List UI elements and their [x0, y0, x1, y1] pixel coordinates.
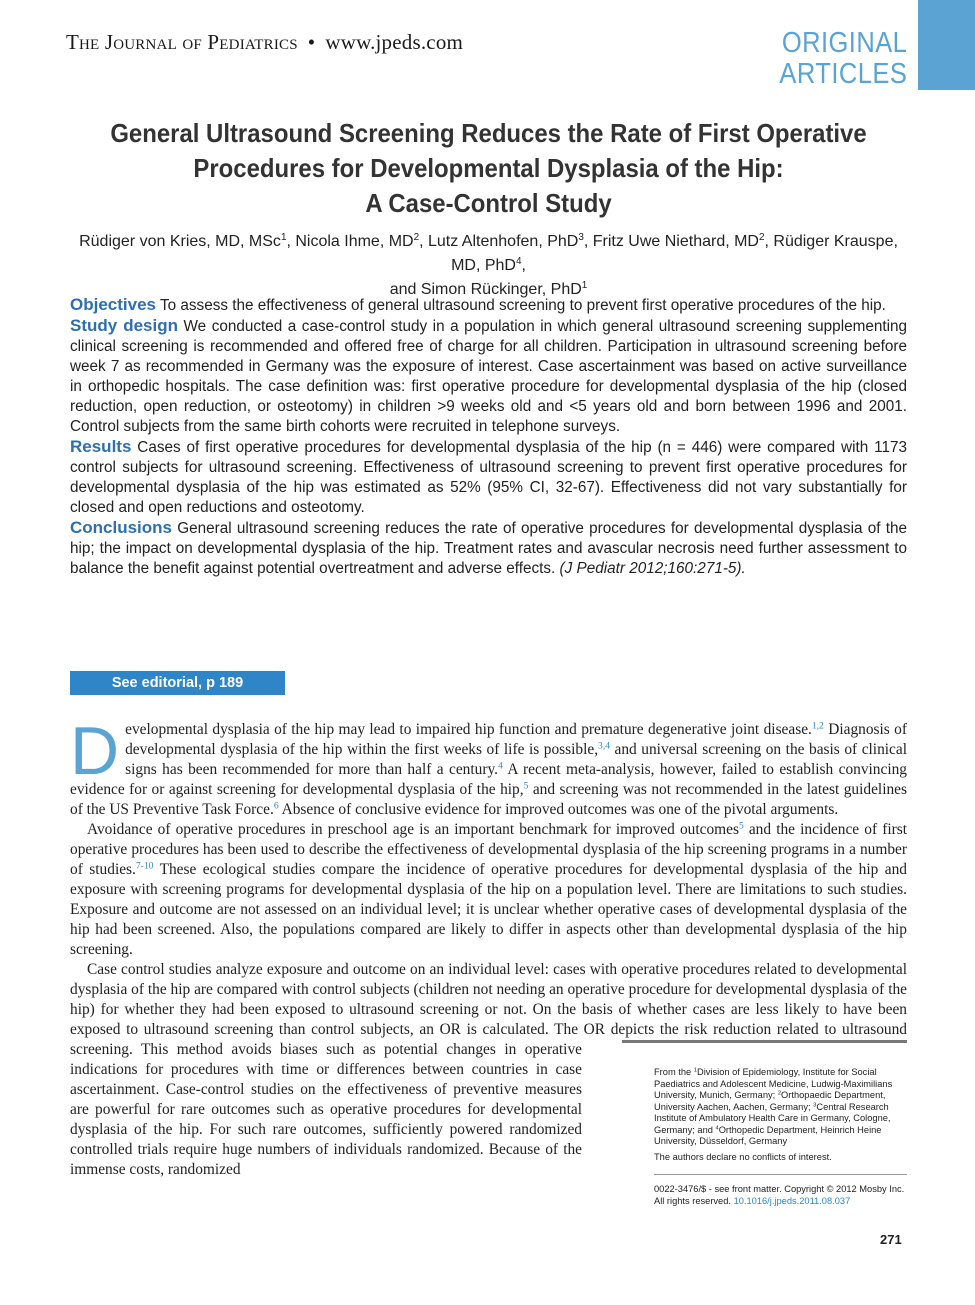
author: Fritz Uwe Niethard, $MD^2$, [592, 232, 774, 250]
title-line-1: General Ultrasound Screening Reduces the Rate of First Operative [110, 118, 867, 148]
title-line-3: A Case-Control Study [365, 188, 612, 218]
reference-link[interactable]: 3,4 [598, 740, 610, 752]
drop-cap: D [70, 713, 120, 789]
doi-link[interactable]: 10.1016/j.jpeds.2011.08.037 [733, 1195, 851, 1206]
journal-website[interactable]: www.jpeds.com [325, 30, 464, 54]
journal-header [66, 30, 463, 55]
section-color-tab [918, 0, 975, 90]
abstract-objectives: Objectives To assess the effectiveness of general ultrasound screening to prevent first operative procedures of the hip. [70, 295, 886, 314]
conclusions-heading: Conclusions [70, 518, 173, 537]
header-separator: • [307, 30, 316, 54]
reference-link[interactable]: 1,2 [811, 720, 824, 732]
abstract-study-design: Study design We conducted a case-control study in a population in which general ultrasound screening supplementing clinical screening is recommended and offered free of charge for all children. Participation in ultrasound screening before week 7 as recommended in Germany was the exposure of interest. Case ascertainment was based on active surveillance in orthopedic hospitals. The case definition was: first operative procedure for developmental dysplasia of the hip (closed reduction, open reduction, or osteotomy) in children >9 weeks old and <5 years old and born between 1996 and 2001. Control subjects from the same birth cohorts were recruited in telephone surveys. [70, 316, 908, 435]
author: Rüdiger Krauspe, MD, PhD$^4$, [451, 233, 898, 274]
section-label [779, 28, 907, 90]
abstract-results: Results Cases of first operative procedures for developmental dysplasia of the hip (n = 446) were compared with 1173 control subjects for ultrasound screening. Effectiveness of ultrasound screening to prevent first operative procedures for developmental dysplasia of the hip was estimated as 52% (95% CI, 32-67). Effectiveness did not vary substantially for closed and open reductions and osteotomy. [70, 437, 907, 516]
citation: (J Pediatr 2012;160:271-5). [559, 560, 746, 577]
objectives-heading: Objectives [70, 295, 156, 314]
see-editorial-link[interactable]: See editorial, p 189 [70, 671, 285, 695]
study-design-heading: Study design [70, 316, 178, 335]
affiliations-box [622, 1040, 907, 1216]
rights-line: All rights reserved. 10.1016/j.jpeds.2011.08.037 [654, 1195, 851, 1206]
affiliations: From the $^1$Division of Epidemiology, Institute for Social Paediatrics and Adolescent Medicine, Ludwig-Maximilians University, Munich, Germany; $^2$Orthopaedic Department, University Aachen, Aachen, Germany; $^3$Central Research Institute of Ambulatory Health Care in Germany, Cologne, Germany; and $^4$Orthopedic Department, Heinrich Heine University, Düsseldorf, Germany [654, 1067, 893, 1146]
title-line-2: Procedures for Developmental Dysplasia of the Hip: [193, 153, 784, 183]
author: and Simon Rückinger, PhD$^1$ [389, 280, 588, 298]
article-title [70, 116, 907, 221]
author: Lutz Altenhofen, PhD$^3$, [428, 232, 593, 250]
reference-link[interactable]: 4 [498, 760, 503, 772]
author: Nicola Ihme, $MD^2$, [295, 232, 428, 250]
author: Rüdiger von Kries, MD, MSc$^1$, [79, 232, 296, 250]
abstract-conclusions: Conclusions General ultrasound screening reduces the rate of operative procedures for developmental dysplasia of the hip; the impact on developmental dysplasia of the hip. Treatment rates and avascular necrosis need further assessment to balance the benefit against potential overtreatment and adverse effects. (J Pediatr 2012;160:271-5). [70, 518, 907, 577]
reference-link[interactable]: 6 [273, 800, 279, 812]
divider [654, 1174, 907, 1175]
paragraph-3: Case control studies analyze exposure and outcome on an individual level: cases with operative procedures related to developmental dysplasia of the hip are compared with control subjects (children not needing an operative procedure for developmental dysplasia of the hip) for whether they had been exposed to ultrasound screening or not. On the basis of whether cases are less likely to have been exposed to ultrasound screening than control subjects, an OR is calculated. The OR depicts the risk reduction related to ultrasound screening. This method avoids biases such as potential changes in operative indications for procedures with time or differences between countries in case ascertainment. Case-control studies on the effectiveness of preventive measures are powerful for rare outcomes such as operative procedures for developmental dysplasia of the hip. For such rare outcomes, sufficiently powered randomized controlled trials require huge numbers of individuals randomized. Because of the immense costs, randomized [70, 961, 907, 1178]
conflicts-statement: The authors declare no conflicts of interest. [654, 1151, 832, 1162]
copyright-line: 0022-3476/$ - see front matter. Copyright © 2012 Mosby Inc. [654, 1184, 905, 1194]
section-label-line2: ARTICLES [779, 58, 907, 90]
paragraph-1: Developmental dysplasia of the hip may lead to impaired hip function and premature degenerative joint disease.$^{1,2}$ Diagnosis of developmental dysplasia of the hip within the first weeks of life is possible,$^{3,4}$ and universal screening on the basis of clinical signs has been recommended for more than half a century.$^4$ A recent meta-analysis, however, failed to establish convincing evidence for or against screening for developmental dysplasia of the hip,$^5$ and screening was not recommended in the latest guidelines of the US Preventive Task Force.$^6$ Absence of conclusive evidence for improved outcomes was one of the pivotal arguments. [70, 713, 907, 818]
results-heading: Results [70, 437, 132, 456]
page-number: 271 [880, 1232, 902, 1247]
section-label-line1: ORIGINAL [781, 27, 907, 59]
author-list [70, 230, 907, 302]
reference-link[interactable]: 5 [738, 820, 744, 832]
reference-link[interactable]: 7-10 [135, 860, 154, 872]
paragraph-2: Avoidance of operative procedures in preschool age is an important benchmark for improved outcomes$^5$ and the incidence of first operative procedures has been used to describe the effectiveness of developmental dysplasia of the hip screening programs in a number of studies.$^{7-10}$ These ecological studies compare the incidence of operative procedures for developmental dysplasia of the hip and exposure with screening programs for developmental dysplasia of the hip on a population level. There are limitations to such studies. Exposure and outcome are not assessed on an individual level; it is unclear whether operative cases of developmental dysplasia of the hip had been screened. Also, the populations compared are likely to differ in aspects other than developmental dysplasia of the hip screening. [70, 820, 907, 958]
journal-name: The Journal of Pediatrics [66, 30, 298, 54]
abstract [70, 295, 907, 579]
reference-link[interactable]: 5 [523, 780, 529, 792]
